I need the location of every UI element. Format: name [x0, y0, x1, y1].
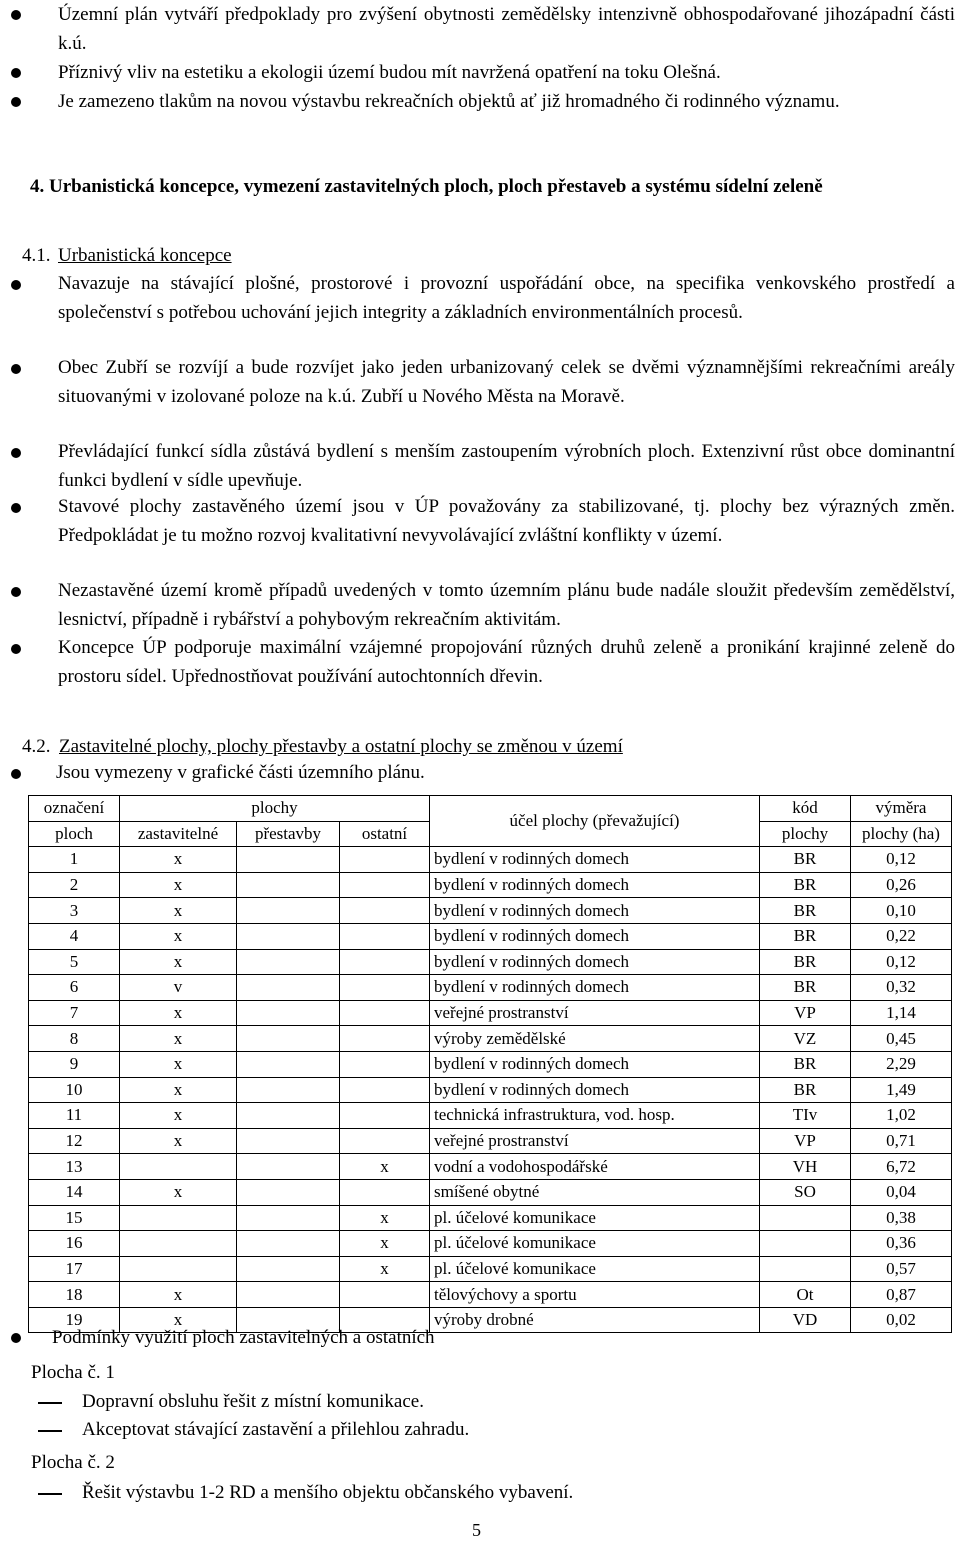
row-ostatni [340, 1179, 430, 1205]
dash-icon [38, 1430, 62, 1432]
row-vymera: 2,29 [851, 1051, 952, 1077]
row-vymera: 0,02 [851, 1307, 952, 1333]
row-id: 16 [29, 1231, 120, 1257]
row-ostatni [340, 949, 430, 975]
row-ucel: bydlení v rodinných domech [430, 975, 760, 1001]
row-zastavitelne: x [120, 1077, 237, 1103]
row-zastavitelne: x [120, 1000, 237, 1026]
row-ostatni [340, 1128, 430, 1154]
row-ucel: výroby drobné [430, 1307, 760, 1333]
row-ucel: bydlení v rodinných domech [430, 872, 760, 898]
row-vymera: 0,57 [851, 1256, 952, 1282]
row-prestavby [237, 949, 340, 975]
row-ucel: pl. účelové komunikace [430, 1205, 760, 1231]
row-prestavby [237, 975, 340, 1001]
row-vymera: 0,38 [851, 1205, 952, 1231]
row-prestavby [237, 1231, 340, 1257]
row-id: 5 [29, 949, 120, 975]
row-id: 10 [29, 1077, 120, 1103]
heading-section-4: 4. Urbanistická koncepce, vymezení zastavitelných ploch, ploch přestaveb a systému sídelní zeleně [30, 176, 823, 197]
row-id: 12 [29, 1128, 120, 1154]
row-vymera: 6,72 [851, 1154, 952, 1180]
header-prestavby: přestavby [237, 821, 340, 847]
row-id: 2 [29, 872, 120, 898]
header-kod-line2: plochy [760, 821, 851, 847]
row-ostatni [340, 847, 430, 873]
header-vymera-line2: plochy (ha) [851, 821, 952, 847]
row-prestavby [237, 1179, 340, 1205]
row-vymera: 0,10 [851, 898, 952, 924]
bullet-icon [11, 503, 21, 513]
row-vymera: 1,02 [851, 1103, 952, 1129]
row-ostatni: x [340, 1205, 430, 1231]
page-number: 5 [472, 1520, 481, 1540]
row-zastavitelne: x [120, 1026, 237, 1052]
row-kod: VH [760, 1154, 851, 1180]
row-kod [760, 1231, 851, 1257]
row-ostatni [340, 1026, 430, 1052]
row-vymera: 0,12 [851, 949, 952, 975]
row-vymera: 0,26 [851, 872, 952, 898]
table-row [29, 1154, 952, 1180]
row-prestavby [237, 1026, 340, 1052]
table-row [29, 1128, 952, 1154]
row-kod: BR [760, 1077, 851, 1103]
row-prestavby [237, 1103, 340, 1129]
table-row [29, 1077, 952, 1103]
row-ostatni: x [340, 1256, 430, 1282]
bullet-icon [11, 769, 21, 779]
bullet-icon [11, 97, 21, 107]
header-zastavitelne: zastavitelné [120, 821, 237, 847]
row-zastavitelne: x [120, 923, 237, 949]
row-kod: VZ [760, 1026, 851, 1052]
row-prestavby [237, 923, 340, 949]
row-prestavby [237, 1051, 340, 1077]
row-id: 7 [29, 1000, 120, 1026]
row-id: 15 [29, 1205, 120, 1231]
row-zastavitelne: x [120, 1051, 237, 1077]
table-row [29, 1026, 952, 1052]
row-zastavitelne: x [120, 949, 237, 975]
row-kod: BR [760, 949, 851, 975]
row-kod: BR [760, 872, 851, 898]
table-row [29, 1051, 952, 1077]
section-title: Urbanistická koncepce [58, 245, 232, 266]
row-zastavitelne: x [120, 1103, 237, 1129]
row-ucel: veřejné prostranství [430, 1000, 760, 1026]
header-ostatni: ostatní [340, 821, 430, 847]
table-row [29, 1205, 952, 1231]
row-prestavby [237, 1128, 340, 1154]
row-zastavitelne [120, 1231, 237, 1257]
dash-icon [38, 1402, 62, 1404]
row-ostatni [340, 872, 430, 898]
row-zastavitelne: x [120, 1128, 237, 1154]
header-vymera: výměra [851, 796, 952, 822]
row-id: 13 [29, 1154, 120, 1180]
row-vymera: 0,22 [851, 923, 952, 949]
bullet-icon [11, 280, 21, 290]
table-row [29, 1000, 952, 1026]
heading-section-4-1 [22, 241, 232, 270]
row-kod [760, 1256, 851, 1282]
bullet-icon [11, 364, 21, 374]
row-ucel: bydlení v rodinných domech [430, 847, 760, 873]
plochy-table [28, 795, 952, 1333]
row-ostatni [340, 1103, 430, 1129]
row-prestavby [237, 847, 340, 873]
row-prestavby [237, 1282, 340, 1308]
row-ostatni [340, 1051, 430, 1077]
row-kod: TIv [760, 1103, 851, 1129]
row-id: 14 [29, 1179, 120, 1205]
plocha-2-title: Plocha č. 2 [31, 1452, 115, 1473]
row-vymera: 1,49 [851, 1077, 952, 1103]
row-kod: Ot [760, 1282, 851, 1308]
table-row [29, 898, 952, 924]
row-zastavitelne: x [120, 898, 237, 924]
row-ucel: vodní a vodohospodářské [430, 1154, 760, 1180]
row-prestavby [237, 1077, 340, 1103]
conditions-bullet: Podmínky využití ploch zastavitelných a ostatních [52, 1327, 435, 1348]
row-kod: SO [760, 1179, 851, 1205]
table-row [29, 1179, 952, 1205]
row-ostatni [340, 975, 430, 1001]
row-kod: BR [760, 975, 851, 1001]
table-row [29, 949, 952, 975]
row-kod: BR [760, 898, 851, 924]
bullet-icon [11, 448, 21, 458]
row-zastavitelne [120, 1256, 237, 1282]
row-prestavby [237, 898, 340, 924]
table-row [29, 923, 952, 949]
header-kod: kód [760, 796, 851, 822]
row-zastavitelne: x [120, 1179, 237, 1205]
row-ostatni [340, 1077, 430, 1103]
row-zastavitelne: x [120, 872, 237, 898]
header-ploch: ploch [29, 821, 120, 847]
row-vymera: 0,45 [851, 1026, 952, 1052]
top-bullet-1: Územní plán vytváří předpoklady pro zvýšení obytnosti zemědělsky intenzivně obhospodařované jihozápadní části k.ú. [58, 4, 955, 54]
row-ostatni [340, 923, 430, 949]
row-id: 19 [29, 1307, 120, 1333]
bullet-icon [11, 10, 21, 20]
row-kod: VP [760, 1128, 851, 1154]
header-oznaceni: označení [29, 796, 120, 822]
table-row [29, 1103, 952, 1129]
row-zastavitelne: x [120, 1282, 237, 1308]
section42-bullet: Jsou vymezeny v grafické části územního plánu. [56, 762, 425, 783]
section41-bullet-5: Nezastavěné území kromě případů uvedených v tomto územním plánu bude nadále sloužit především zemědělství, lesnictví, případně i rybářství a pohybovým rekreačním aktivitám. [58, 580, 955, 630]
row-prestavby [237, 1154, 340, 1180]
row-ostatni: x [340, 1231, 430, 1257]
row-kod [760, 1205, 851, 1231]
table-row [29, 1282, 952, 1308]
row-ostatni [340, 898, 430, 924]
plocha-1-title: Plocha č. 1 [31, 1362, 115, 1383]
top-bullet-2: Příznivý vliv na estetiku a ekologii území budou mít navržená opatření na toku Olešná. [58, 62, 721, 83]
row-vymera: 0,36 [851, 1231, 952, 1257]
row-ostatni: x [340, 1154, 430, 1180]
row-ucel: pl. účelové komunikace [430, 1231, 760, 1257]
row-ucel: bydlení v rodinných domech [430, 898, 760, 924]
row-ucel: tělovýchovy a sportu [430, 1282, 760, 1308]
row-id: 6 [29, 975, 120, 1001]
row-id: 9 [29, 1051, 120, 1077]
row-zastavitelne: x [120, 1307, 237, 1333]
header-ucel: účel plochy (převažující) [430, 796, 760, 847]
row-vymera: 0,32 [851, 975, 952, 1001]
plocha-1-item-2: Akceptovat stávající zastavění a přilehlou zahradu. [82, 1419, 470, 1440]
row-zastavitelne: v [120, 975, 237, 1001]
row-zastavitelne [120, 1154, 237, 1180]
row-kod: BR [760, 1051, 851, 1077]
row-kod: VD [760, 1307, 851, 1333]
table-row [29, 975, 952, 1001]
header-plochy: plochy [120, 796, 430, 822]
section-number: 4.1. [22, 245, 51, 266]
row-ucel: pl. účelové komunikace [430, 1256, 760, 1282]
row-id: 3 [29, 898, 120, 924]
bullet-icon [11, 1333, 21, 1343]
row-id: 1 [29, 847, 120, 873]
row-id: 4 [29, 923, 120, 949]
row-zastavitelne: x [120, 847, 237, 873]
section41-bullet-1: Navazuje na stávající plošné, prostorové i provozní uspořádání obce, na specifika venkovského prostředí a společenství s potřebou uchování jejich integrity a základních environmentálních procesů. [58, 273, 955, 323]
table-row [29, 1256, 952, 1282]
dash-icon [38, 1493, 62, 1495]
table-row [29, 847, 952, 873]
row-id: 8 [29, 1026, 120, 1052]
section41-bullet-6: Koncepce ÚP podporuje maximální vzájemné propojování různých druhů zeleně a pronikání krajinné zeleně do prostoru sídel. Upřednostňovat používání autochtonních dřevin. [58, 637, 955, 687]
row-ostatni [340, 1282, 430, 1308]
section41-bullet-2: Obec Zubří se rozvíjí a bude rozvíjet jako jeden urbanizovaný celek se dvěmi významnějšími rekreačními areály situovanými v izolované poloze na k.ú. Zubří u Nového Města na Moravě. [58, 357, 955, 407]
row-ucel: výroby zemědělské [430, 1026, 760, 1052]
plocha-1-item-1: Dopravní obsluhu řešit z místní komunikace. [82, 1391, 424, 1412]
section41-bullet-4: Stavové plochy zastavěného území jsou v ÚP považovány za stabilizované, tj. plochy bez výrazných změn. Předpokládat je tu možno rozvoj kvalitativní nevyvolávající zvláštní konflikty v území. [58, 496, 955, 546]
row-kod: BR [760, 923, 851, 949]
heading-section-4-2 [22, 732, 623, 761]
plocha-2-item-1: Řešit výstavbu 1-2 RD a menšího objektu občanského vybavení. [82, 1482, 574, 1503]
row-id: 17 [29, 1256, 120, 1282]
row-ucel: bydlení v rodinných domech [430, 949, 760, 975]
row-kod: BR [760, 847, 851, 873]
row-ucel: bydlení v rodinných domech [430, 923, 760, 949]
row-ucel: veřejné prostranství [430, 1128, 760, 1154]
section-number: 4.2. [22, 736, 51, 757]
row-vymera: 0,04 [851, 1179, 952, 1205]
row-ucel: bydlení v rodinných domech [430, 1051, 760, 1077]
table-row [29, 1231, 952, 1257]
row-vymera: 0,87 [851, 1282, 952, 1308]
section-title: Zastavitelné plochy, plochy přestavby a ostatní plochy se změnou v území [59, 736, 623, 757]
row-vymera: 1,14 [851, 1000, 952, 1026]
row-ostatni [340, 1000, 430, 1026]
row-kod: VP [760, 1000, 851, 1026]
row-ucel: smíšené obytné [430, 1179, 760, 1205]
row-prestavby [237, 1256, 340, 1282]
row-id: 18 [29, 1282, 120, 1308]
row-zastavitelne [120, 1205, 237, 1231]
row-vymera: 0,71 [851, 1128, 952, 1154]
row-ucel: technická infrastruktura, vod. hosp. [430, 1103, 760, 1129]
bullet-icon [11, 68, 21, 78]
top-bullet-3: Je zamezeno tlakům na novou výstavbu rekreačních objektů ať již hromadného či rodinného významu. [58, 91, 840, 112]
bullet-icon [11, 644, 21, 654]
row-prestavby [237, 1000, 340, 1026]
section41-bullet-3: Převládající funkcí sídla zůstává bydlení s menším zastoupením výrobních ploch. Extenzivní růst obce dominantní funkci bydlení v sídle upevňuje. [58, 441, 955, 491]
row-vymera: 0,12 [851, 847, 952, 873]
bullet-icon [11, 587, 21, 597]
row-prestavby [237, 872, 340, 898]
row-id: 11 [29, 1103, 120, 1129]
row-ucel: bydlení v rodinných domech [430, 1077, 760, 1103]
table-row [29, 872, 952, 898]
row-prestavby [237, 1205, 340, 1231]
